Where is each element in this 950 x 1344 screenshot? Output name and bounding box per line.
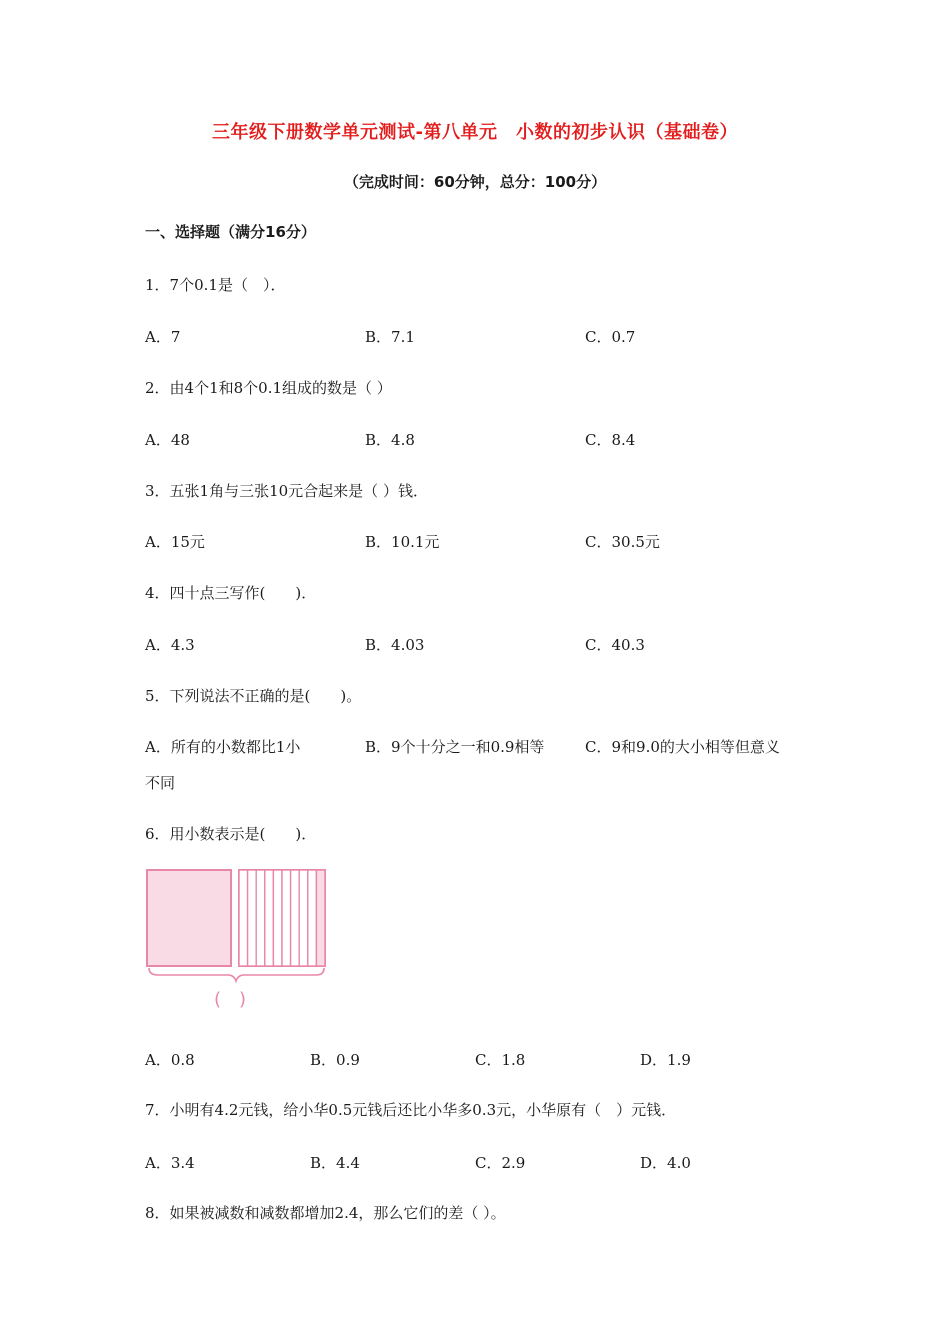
- question-4-option-c: C．40.3: [585, 636, 645, 654]
- tenth-strip: [308, 870, 317, 966]
- tenth-strip: [291, 870, 300, 966]
- question-7-option-b: B．4.4: [310, 1154, 360, 1172]
- whole-unit-square: [147, 870, 231, 966]
- question-7-stem: 7．小明有4.2元钱，给小华0.5元钱后还比小华多0.3元，小华原有（ ）元钱．: [145, 1101, 677, 1119]
- question-2-option-c: C．8.4: [585, 431, 636, 449]
- question-7-option-c: C．2.9: [475, 1154, 526, 1172]
- tenth-strip: [299, 870, 308, 966]
- tenth-strip: [248, 870, 257, 966]
- tenth-strip: [316, 870, 325, 966]
- tenth-strip: [282, 870, 291, 966]
- page-subtitle: （完成时间：60分钟，总分：100分）: [343, 173, 607, 191]
- question-3-option-c: C．30.5元: [585, 533, 660, 551]
- tenths-square: [239, 870, 325, 966]
- question-5-option-c: C．9和9.0的大小相等但意义: [585, 738, 780, 756]
- question-6-option-b: B．0.9: [310, 1051, 360, 1069]
- question-1-option-a: A．7: [145, 328, 181, 346]
- question-5-stem: 5．下列说法不正确的是( )。: [145, 687, 362, 705]
- question-7-option-d: D．4.0: [640, 1154, 691, 1172]
- question-3-option-b: B．10.1元: [365, 533, 440, 551]
- question-1-stem: 1．7个0.1是（ ）．: [145, 276, 286, 294]
- question-6-option-a: A．0.8: [145, 1051, 195, 1069]
- question-2-option-a: A．48: [145, 431, 190, 449]
- question-1-option-b: B．7.1: [365, 328, 415, 346]
- question-3-option-a: A．15元: [145, 533, 205, 551]
- question-6-stem: 6．用小数表示是( )．: [145, 825, 317, 843]
- tenth-strip: [256, 870, 265, 966]
- question-5-option-c-continuation: 不同: [145, 774, 176, 792]
- question-5-option-a: A．所有的小数都比1小: [145, 738, 301, 756]
- question-2-option-b: B．4.8: [365, 431, 415, 449]
- section-heading: 一、选择题（满分16分）: [145, 223, 316, 241]
- question-1-option-c: C．0.7: [585, 328, 636, 346]
- tenth-strip: [239, 870, 248, 966]
- question-6-option-d: D．1.9: [640, 1051, 691, 1069]
- question-2-stem: 2．由4个1和8个0.1组成的数是（ ）: [145, 379, 392, 397]
- decimal-grid-figure: [146, 868, 328, 1014]
- question-6-option-c: C．1.8: [475, 1051, 526, 1069]
- question-7-option-a: A．3.4: [145, 1154, 195, 1172]
- question-5-option-b: B．9个十分之一和0.9相等: [365, 738, 545, 756]
- question-4-option-a: A．4.3: [145, 636, 195, 654]
- brace-icon: [149, 968, 324, 981]
- page-title: 三年级下册数学单元测试-第八单元 小数的初步认识（基础卷）: [212, 122, 738, 143]
- question-4-stem: 4．四十点三写作( )．: [145, 584, 317, 602]
- question-4-option-b: B．4.03: [365, 636, 425, 654]
- tenth-strip: [273, 870, 282, 966]
- tenth-strip: [265, 870, 274, 966]
- figure-caption: ( ): [214, 989, 247, 1010]
- question-8-stem: 8．如果被减数和减数都增加2.4，那么它们的差（ ）。: [145, 1204, 506, 1222]
- question-3-stem: 3．五张1角与三张10元合起来是（ ）钱．: [145, 482, 428, 500]
